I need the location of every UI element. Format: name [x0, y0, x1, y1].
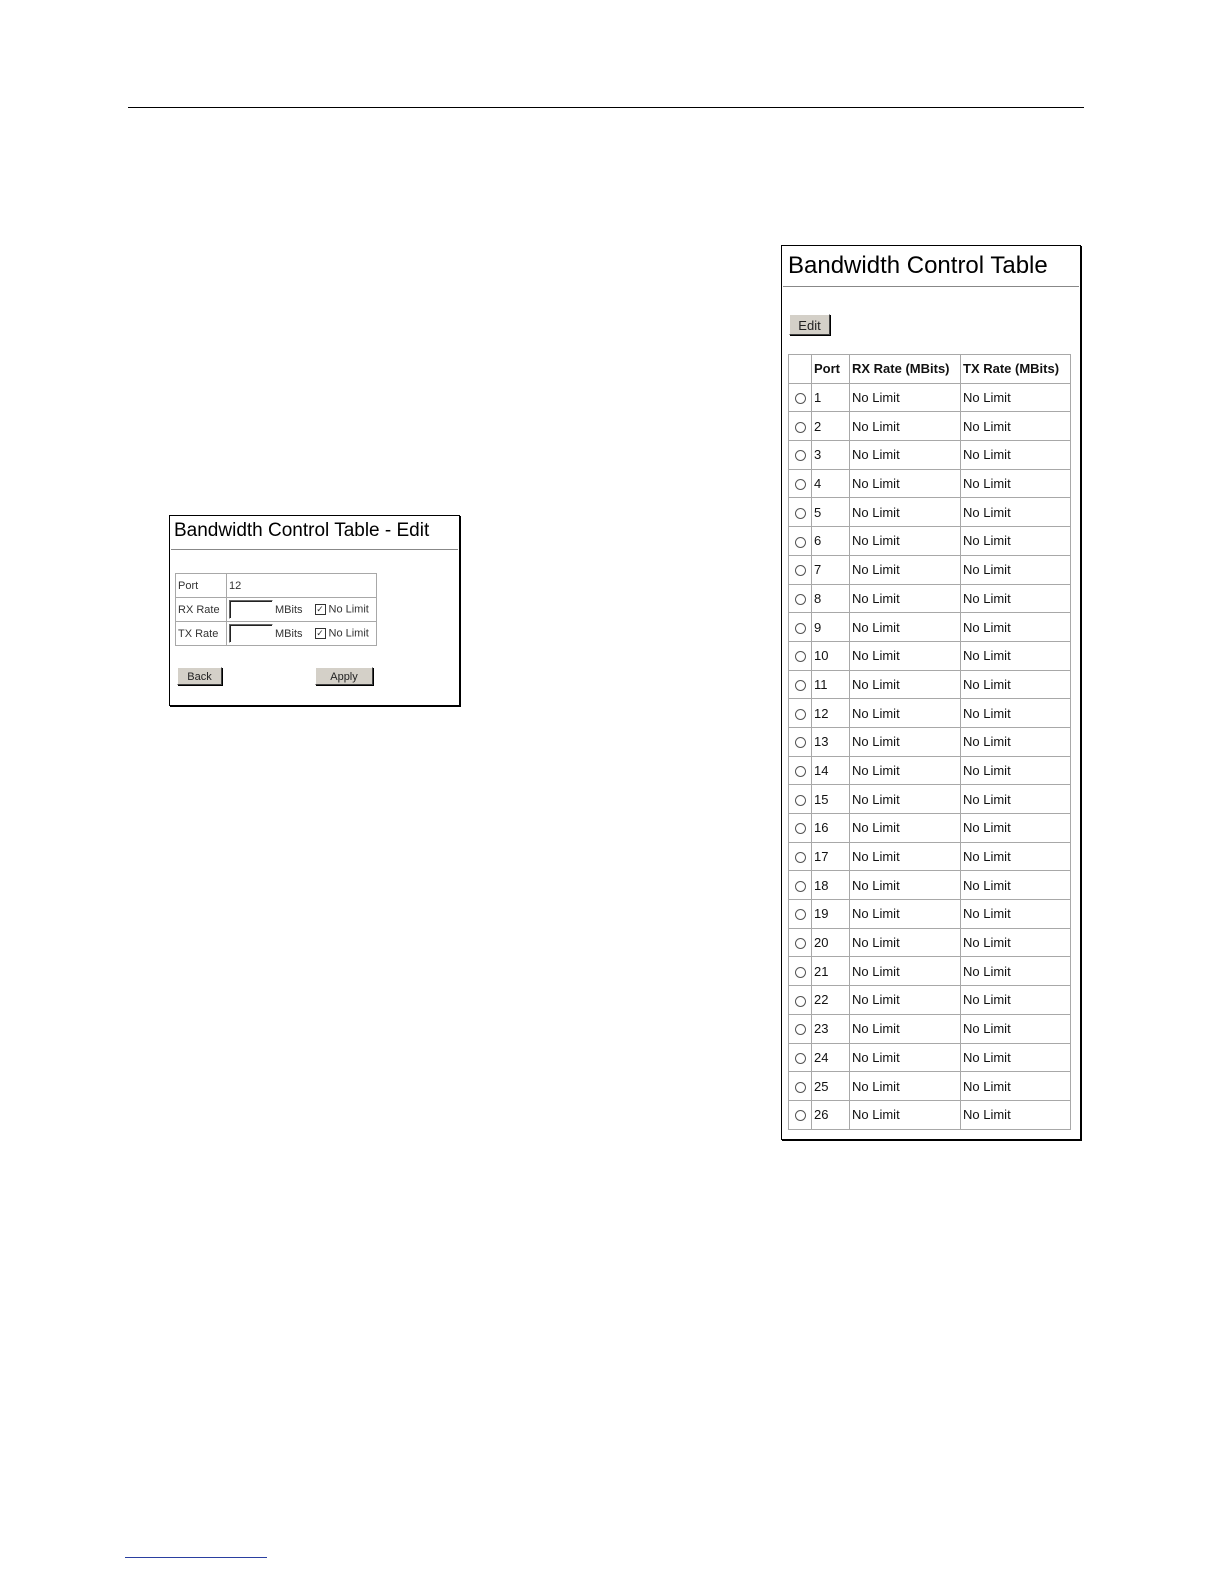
port-cell: 21: [812, 957, 850, 986]
row-select-radio[interactable]: [795, 938, 806, 949]
tx-rate-cell: No Limit: [961, 383, 1071, 412]
port-cell: 18: [812, 871, 850, 900]
port-cell: 25: [812, 1072, 850, 1101]
port-cell: 1: [812, 383, 850, 412]
tx-rate-cell: No Limit: [961, 900, 1071, 929]
row-select-cell[interactable]: [789, 1043, 812, 1072]
row-select-cell[interactable]: [789, 641, 812, 670]
row-select-radio[interactable]: [795, 1082, 806, 1093]
tx-rate-cell: No Limit: [961, 727, 1071, 756]
column-header-port: Port: [812, 355, 850, 384]
row-select-radio[interactable]: [795, 766, 806, 777]
tx-rate-cell: No Limit: [961, 1100, 1071, 1129]
port-label: Port: [176, 574, 227, 598]
port-cell: 17: [812, 842, 850, 871]
rx-rate-row: [176, 598, 377, 622]
row-select-radio[interactable]: [795, 1053, 806, 1064]
table-row[interactable]: [789, 900, 1071, 929]
row-select-cell[interactable]: [789, 957, 812, 986]
tx-rate-label: TX Rate: [176, 622, 227, 646]
row-select-radio[interactable]: [795, 996, 806, 1007]
tx-rate-cell: No Limit: [961, 412, 1071, 441]
tx-rate-cell: No Limit: [961, 613, 1071, 642]
table-row[interactable]: [789, 756, 1071, 785]
column-header-tx-rate: TX Rate (MBits): [961, 355, 1071, 384]
row-select-cell[interactable]: [789, 383, 812, 412]
tx-rate-cell: No Limit: [961, 555, 1071, 584]
rx-rate-cell: No Limit: [850, 1014, 961, 1043]
edit-panel-title: Bandwidth Control Table - Edit: [174, 520, 430, 541]
port-cell: 14: [812, 756, 850, 785]
table-row[interactable]: [789, 1072, 1071, 1101]
page-title: Bandwidth Control Table: [788, 252, 1048, 279]
table-row[interactable]: [789, 814, 1071, 843]
table-row[interactable]: [789, 871, 1071, 900]
table-header-row: [789, 355, 1071, 384]
rx-rate-cell: No Limit: [850, 928, 961, 957]
rx-no-limit-label: No Limit: [328, 603, 369, 616]
row-select-radio[interactable]: [795, 565, 806, 576]
tx-rate-cell: No Limit: [961, 498, 1071, 527]
back-button[interactable]: Back: [177, 667, 222, 685]
rx-rate-cell: No Limit: [850, 1072, 961, 1101]
bandwidth-table: [788, 354, 1071, 1130]
port-cell: 13: [812, 727, 850, 756]
rx-rate-cell: No Limit: [850, 1043, 961, 1072]
port-cell: 8: [812, 584, 850, 613]
port-cell: 19: [812, 900, 850, 929]
rx-rate-cell: No Limit: [850, 498, 961, 527]
row-select-cell[interactable]: [789, 498, 812, 527]
table-row[interactable]: [789, 727, 1071, 756]
table-row[interactable]: [789, 584, 1071, 613]
rx-rate-cell: No Limit: [850, 527, 961, 556]
bandwidth-control-panel: [781, 245, 1081, 1140]
port-cell: 15: [812, 785, 850, 814]
apply-button[interactable]: Apply: [315, 667, 373, 685]
table-row[interactable]: [789, 699, 1071, 728]
row-select-cell[interactable]: [789, 785, 812, 814]
tx-rate-cell: No Limit: [961, 756, 1071, 785]
rx-rate-cell: No Limit: [850, 785, 961, 814]
row-select-cell[interactable]: [789, 527, 812, 556]
row-select-cell[interactable]: [789, 441, 812, 470]
tx-rate-cell: No Limit: [961, 1014, 1071, 1043]
port-cell: 24: [812, 1043, 850, 1072]
port-cell: 12: [812, 699, 850, 728]
table-body: [789, 383, 1071, 1129]
row-select-cell[interactable]: [789, 900, 812, 929]
table-row[interactable]: [789, 670, 1071, 699]
port-cell: 9: [812, 613, 850, 642]
tx-rate-cell: No Limit: [961, 641, 1071, 670]
rx-rate-cell: No Limit: [850, 957, 961, 986]
table-row[interactable]: [789, 957, 1071, 986]
rx-rate-cell: No Limit: [850, 900, 961, 929]
row-select-cell[interactable]: [789, 814, 812, 843]
port-cell: 26: [812, 1100, 850, 1129]
tx-rate-cell: No Limit: [961, 1072, 1071, 1101]
row-select-cell[interactable]: [789, 412, 812, 441]
rx-rate-label: RX Rate: [176, 598, 227, 622]
table-row[interactable]: [789, 1014, 1071, 1043]
edit-form-table: [175, 573, 377, 646]
rx-rate-cell: No Limit: [850, 727, 961, 756]
tx-rate-cell: No Limit: [961, 842, 1071, 871]
rx-rate-cell: No Limit: [850, 555, 961, 584]
row-select-cell[interactable]: [789, 469, 812, 498]
rx-rate-cell: No Limit: [850, 670, 961, 699]
tx-rate-cell: No Limit: [961, 957, 1071, 986]
rx-rate-cell: No Limit: [850, 986, 961, 1015]
row-select-cell[interactable]: [789, 756, 812, 785]
row-select-radio[interactable]: [795, 967, 806, 978]
column-header-select: [789, 355, 812, 384]
tx-rate-cell: No Limit: [961, 441, 1071, 470]
rx-rate-cell: No Limit: [850, 412, 961, 441]
rx-rate-cell: No Limit: [850, 613, 961, 642]
column-header-rx-rate: RX Rate (MBits): [850, 355, 961, 384]
row-select-radio[interactable]: [795, 795, 806, 806]
table-row[interactable]: [789, 1043, 1071, 1072]
table-row[interactable]: [789, 412, 1071, 441]
row-select-cell[interactable]: [789, 670, 812, 699]
table-row[interactable]: [789, 555, 1071, 584]
port-cell: 6: [812, 527, 850, 556]
footer-link-rule: [125, 1557, 267, 1558]
tx-unit: MBits: [275, 627, 303, 640]
port-cell: 22: [812, 986, 850, 1015]
rx-rate-cell: No Limit: [850, 1100, 961, 1129]
port-cell: 11: [812, 670, 850, 699]
row-select-radio[interactable]: [795, 594, 806, 605]
port-cell: 4: [812, 469, 850, 498]
port-value: 12: [227, 574, 377, 598]
table-row[interactable]: [789, 613, 1071, 642]
port-cell: 10: [812, 641, 850, 670]
table-row[interactable]: [789, 986, 1071, 1015]
row-select-radio[interactable]: [795, 450, 806, 461]
row-select-radio[interactable]: [795, 852, 806, 863]
header-rule: [128, 107, 1084, 108]
tx-rate-cell: No Limit: [961, 1043, 1071, 1072]
port-cell: 5: [812, 498, 850, 527]
edit-button[interactable]: Edit: [789, 314, 830, 335]
tx-rate-cell: No Limit: [961, 699, 1071, 728]
row-select-cell[interactable]: [789, 986, 812, 1015]
rx-rate-cell: No Limit: [850, 641, 961, 670]
title-divider: [783, 286, 1079, 287]
tx-rate-cell: No Limit: [961, 986, 1071, 1015]
tx-no-limit-label: No Limit: [328, 627, 369, 640]
rx-no-limit-checkbox[interactable]: ✓: [316, 604, 324, 614]
row-select-radio[interactable]: [795, 823, 806, 834]
rx-rate-cell: No Limit: [850, 699, 961, 728]
row-select-radio[interactable]: [795, 537, 806, 548]
tx-no-limit-checkbox[interactable]: ✓: [316, 628, 324, 638]
tx-rate-input[interactable]: [229, 624, 273, 643]
row-select-cell[interactable]: [789, 727, 812, 756]
rx-rate-cell: No Limit: [850, 842, 961, 871]
rx-rate-cell: No Limit: [850, 584, 961, 613]
row-select-radio[interactable]: [795, 680, 806, 691]
tx-rate-cell: No Limit: [961, 785, 1071, 814]
rx-rate-cell: No Limit: [850, 814, 961, 843]
tx-rate-cell: No Limit: [961, 469, 1071, 498]
tx-rate-cell: No Limit: [961, 928, 1071, 957]
table-row[interactable]: [789, 785, 1071, 814]
port-cell: 20: [812, 928, 850, 957]
tx-rate-cell: No Limit: [961, 814, 1071, 843]
row-select-radio[interactable]: [795, 508, 806, 519]
row-select-radio[interactable]: [795, 1110, 806, 1121]
row-select-radio[interactable]: [795, 422, 806, 433]
table-row[interactable]: [789, 441, 1071, 470]
table-row[interactable]: [789, 527, 1071, 556]
row-select-radio[interactable]: [795, 651, 806, 662]
row-select-radio[interactable]: [795, 909, 806, 920]
row-select-radio[interactable]: [795, 393, 806, 404]
table-row[interactable]: [789, 928, 1071, 957]
rx-unit: MBits: [275, 603, 303, 616]
rx-rate-cell: No Limit: [850, 469, 961, 498]
row-select-radio[interactable]: [795, 881, 806, 892]
tx-rate-cell: No Limit: [961, 871, 1071, 900]
port-cell: 3: [812, 441, 850, 470]
tx-rate-row: [176, 622, 377, 646]
table-row[interactable]: [789, 498, 1071, 527]
rx-rate-cell: No Limit: [850, 383, 961, 412]
table-row[interactable]: [789, 383, 1071, 412]
table-row[interactable]: [789, 641, 1071, 670]
row-select-radio[interactable]: [795, 479, 806, 490]
port-row: [176, 574, 377, 598]
row-select-radio[interactable]: [795, 709, 806, 720]
row-select-cell[interactable]: [789, 584, 812, 613]
row-select-cell[interactable]: [789, 928, 812, 957]
table-row[interactable]: [789, 1100, 1071, 1129]
row-select-radio[interactable]: [795, 623, 806, 634]
row-select-cell[interactable]: [789, 842, 812, 871]
row-select-radio[interactable]: [795, 1024, 806, 1035]
table-row[interactable]: [789, 842, 1071, 871]
rx-rate-cell: No Limit: [850, 756, 961, 785]
port-cell: 16: [812, 814, 850, 843]
rx-rate-input[interactable]: [229, 600, 273, 619]
row-select-cell[interactable]: [789, 613, 812, 642]
port-cell: 7: [812, 555, 850, 584]
rx-rate-cell: No Limit: [850, 871, 961, 900]
table-row[interactable]: [789, 469, 1071, 498]
row-select-cell[interactable]: [789, 1100, 812, 1129]
tx-rate-cell: No Limit: [961, 584, 1071, 613]
row-select-cell[interactable]: [789, 699, 812, 728]
port-cell: 2: [812, 412, 850, 441]
row-select-cell[interactable]: [789, 871, 812, 900]
row-select-cell[interactable]: [789, 1014, 812, 1043]
edit-panel: [169, 515, 460, 706]
tx-rate-cell: No Limit: [961, 670, 1071, 699]
edit-title-divider: [171, 549, 458, 550]
row-select-cell[interactable]: [789, 1072, 812, 1101]
port-cell: 23: [812, 1014, 850, 1043]
row-select-radio[interactable]: [795, 737, 806, 748]
row-select-cell[interactable]: [789, 555, 812, 584]
rx-rate-cell: No Limit: [850, 441, 961, 470]
tx-rate-cell: No Limit: [961, 527, 1071, 556]
